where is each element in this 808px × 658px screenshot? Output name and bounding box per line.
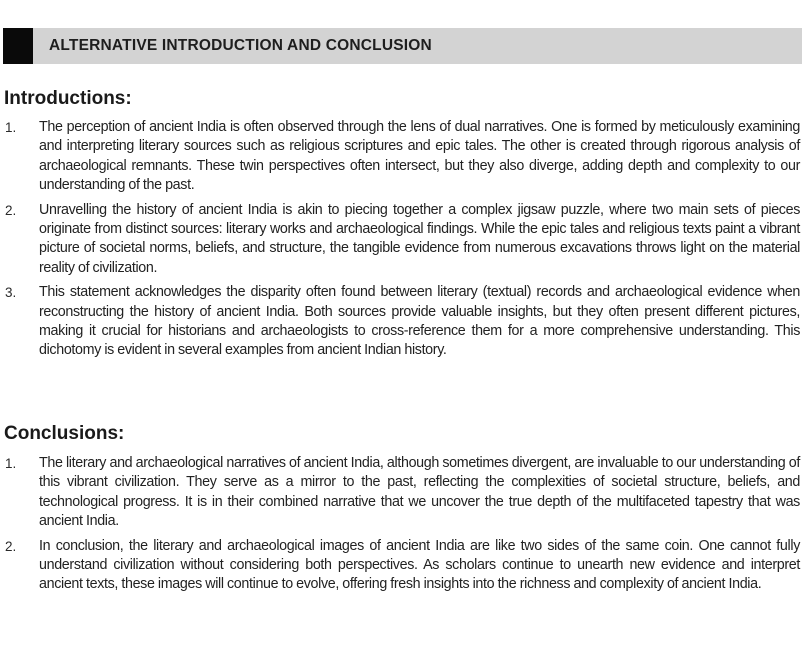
banner-title: ALTERNATIVE INTRODUCTION AND CONCLUSION <box>49 37 432 54</box>
item-text: This statement acknowledges the disparity often found between literary (textual) records and archaeological evidence when reconstructing the history of ancient India. Both sources provide valuable insights, but they often present different pictures, making it crucial for historians and archaeologists to cross-reference them for a more comprehensive understanding. This dichotomy is evident in several examples from ancient Indian history. <box>39 284 800 359</box>
item-number: 3. <box>5 285 17 301</box>
item-number: 2. <box>5 538 17 554</box>
section-banner <box>3 28 802 64</box>
item-text: Unravelling the history of ancient India is akin to piecing together a complex jigsaw puzzle, where two main sets of pieces originate from distinct sources: literary works and archaeological findings. While the epic tales and religious texts paint a vibrant picture of societal norms, beliefs, and structure, the tangible evidence from numerous excavations throws light on the material reality of civilization. <box>39 201 800 276</box>
item-text: In conclusion, the literary and archaeological images of ancient India are like two sides of the same coin. One cannot fully understand civilization without considering both perspectives. As scholars continue to unearth new evidence and interpret ancient texts, these images will continue to evolve, offering fresh insights into the richness and complexity of ancient India. <box>39 537 800 593</box>
item-text: The literary and archaeological narratives of ancient India, although sometimes divergent, are invaluable to our understanding of this vibrant civilization. They serve as a mirror to the past, reflecting the complexities of societal structure, beliefs, and technological progress. It is in their combined narrative that we uncover the true depth of the multifaceted tapestry that was ancient India. <box>39 455 800 530</box>
item-number: 1. <box>5 120 17 135</box>
introductions-list <box>0 118 808 366</box>
banner-black-block <box>3 28 33 64</box>
item-number: 2. <box>5 202 17 218</box>
introductions-heading: Introductions: <box>4 88 132 109</box>
introduction-item <box>0 201 808 279</box>
conclusion-item <box>0 537 808 595</box>
conclusion-item <box>0 454 808 532</box>
conclusions-heading: Conclusions: <box>4 423 125 444</box>
item-text: The perception of ancient India is often observed through the lens of dual narratives. One is formed by meticulously examining and interpreting literary sources such as religious scriptures and epic tales. The other is created through rigorous analysis of archaeological remnants. These twin perspectives often intersect, but they also diverge, adding depth and complexity to our understanding of the past. <box>39 119 800 194</box>
introduction-item <box>0 283 808 361</box>
conclusions-list <box>0 454 808 600</box>
introduction-item <box>0 118 808 196</box>
item-number: 1. <box>5 456 17 471</box>
